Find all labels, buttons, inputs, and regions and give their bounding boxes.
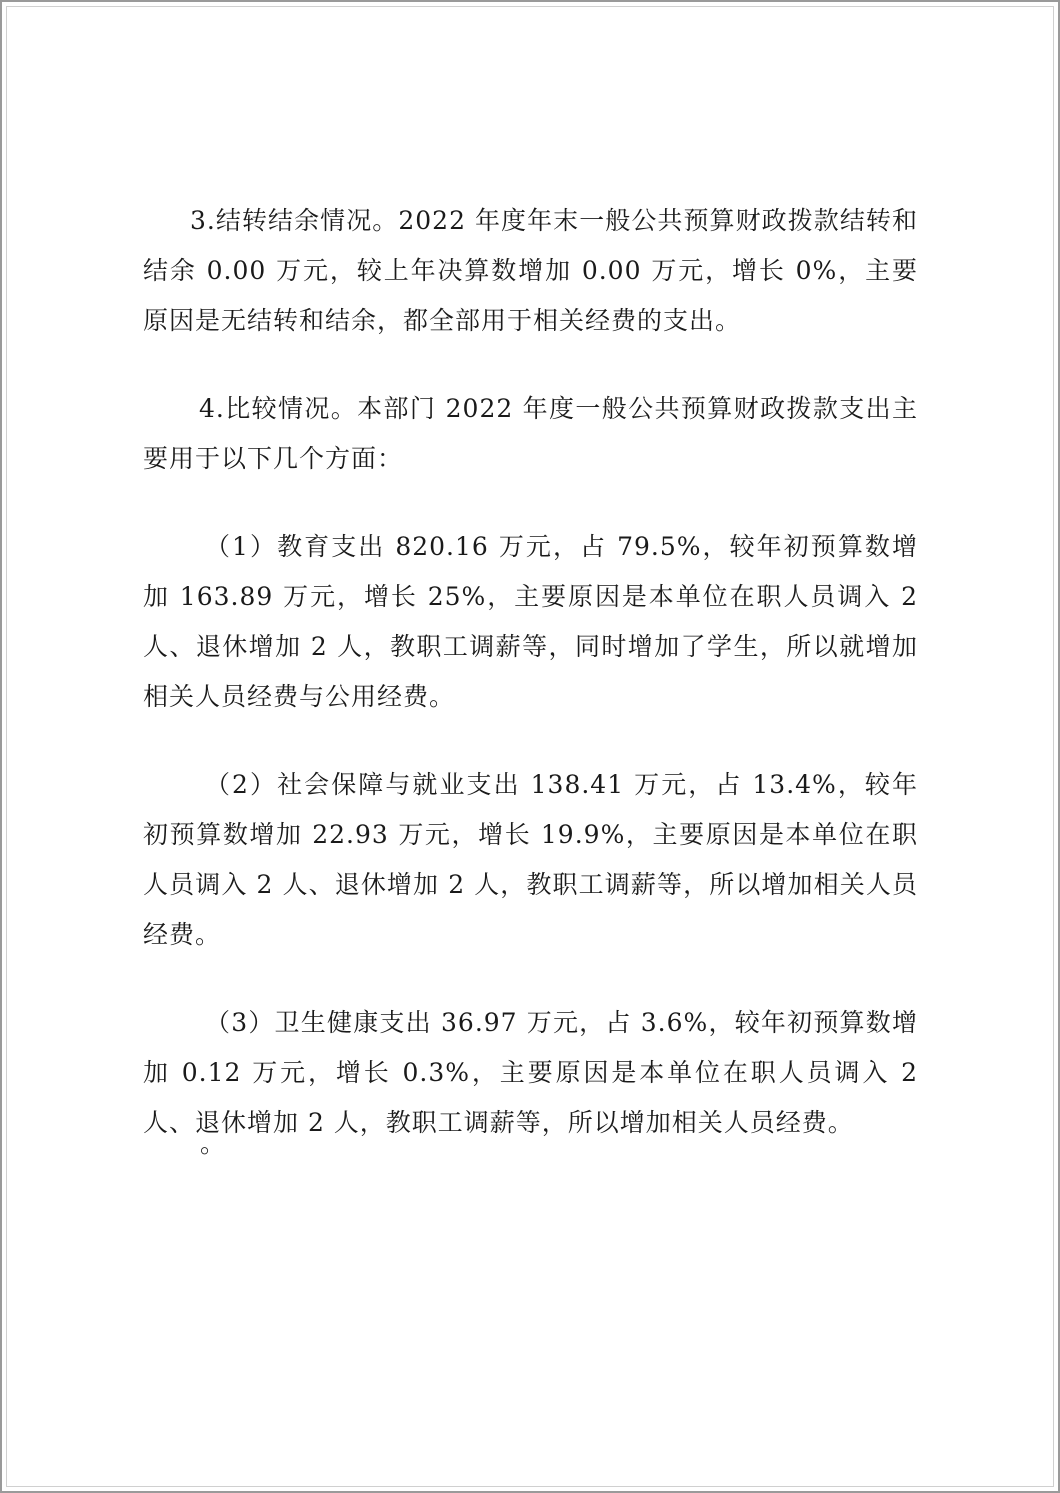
trailing-period-mark: 。 <box>200 1129 226 1158</box>
paragraph-health-expenditure: （3）卫生健康支出 36.97 万元，占 3.6%，较年初预算数增加 0.12 万元，增长 0.3%，主要原因是本单位在职人员调入 2 人、退休增加 2 人，教职工调薪等，所以增加相关人员经费。 <box>143 1008 918 1137</box>
paragraph-comparison: 4.比较情况。本部门 2022 年度一般公共预算财政拨款支出主要用于以下几个方面： <box>143 394 918 473</box>
paragraph-carryover-balance: 3.结转结余情况。2022 年度年末一般公共预算财政拨款结转和结余 0.00 万元，较上年决算数增加 0.00 万元，增长 0%，主要原因是无结转和结余，都全部用于相关经费的支出。 <box>143 206 918 335</box>
paragraph-social-security-expenditure: （2）社会保障与就业支出 138.41 万元，占 13.4%，较年初预算数增加 22.93 万元，增长 19.9%，主要原因是本单位在职人员调入 2 人、退休增加 2 人，教职工调薪等，所以增加相关人员经费。 <box>143 770 918 949</box>
document-body <box>143 196 918 1186</box>
paragraph-education-expenditure: （1）教育支出 820.16 万元，占 79.5%，较年初预算数增加 163.89 万元，增长 25%，主要原因是本单位在职人员调入 2 人、退休增加 2 人，教职工调薪等，同时增加了学生，所以就增加相关人员经费与公用经费。 <box>143 532 918 711</box>
